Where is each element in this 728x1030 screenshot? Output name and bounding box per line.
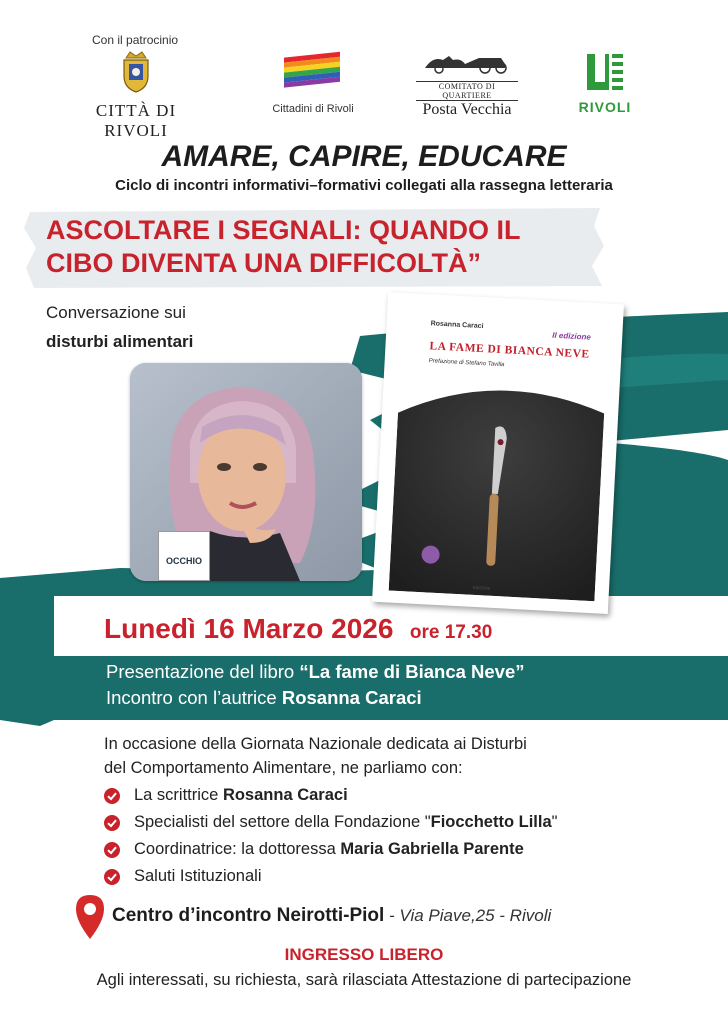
book-title: LA FAME DI BIANCA NEVE [429,340,590,361]
check-circle-icon [104,842,120,858]
meeting-line [106,687,422,709]
cittadini-di-rivoli-logo [258,50,368,115]
book-edition: II edizione [552,330,592,342]
event-description [104,732,664,780]
presentation-line [106,661,525,683]
cycle-title: AMARE, CAPIRE, EDUCARE [161,140,567,173]
presentation-prefix: Presentazione del libro [106,661,300,682]
speaker-prefix: La scrittrice [134,786,223,804]
list-item [104,836,558,863]
description-line1: In occasione della Giornata Nazionale dedicata ai Disturbi [104,735,527,753]
check-circle-icon [104,869,120,885]
event-title-line2: CIBO DIVENTA UNA DIFFICOLTÀ” [46,248,481,278]
event-date [104,613,492,645]
posta-vecchia-name: Posta Vecchia [422,101,512,118]
knife-on-table-illustration [389,373,606,601]
check-circle-icon [104,788,120,804]
list-item [104,863,558,890]
list-item [104,782,558,809]
meeting-prefix: Incontro con l’autrice [106,687,282,708]
book-preface: Prefazione di Stefano Tavilla [428,358,505,369]
check-circle-icon [104,815,120,831]
speaker-prefix: Specialisti del settore della Fondazione " [134,813,431,831]
cycle-subtitle: Ciclo di incontri informativi–formativi collegati alla rassegna letteraria [115,177,613,194]
speaker-name: Maria Gabriella Parente [340,840,524,858]
author-photo [130,363,362,581]
event-title [46,214,606,280]
map-pin-icon [76,895,104,939]
event-time: ore 17.30 [409,622,493,643]
rainbow-flag-icon [280,50,346,88]
citta-di-rivoli-name: CITTÀ DI RIVOLI [95,101,177,140]
book-cover [372,292,624,614]
posta-vecchia-logo [408,48,526,119]
citta-di-rivoli-logo [66,50,206,141]
cittadini-di-rivoli-name: Cittadini di Rivoli [272,103,354,115]
horse-carriage-icon [419,48,515,74]
comitato-label: COMITATO DI QUARTIERE [416,81,518,101]
speaker-name: Rosanna Caraci [222,786,348,804]
conversation-line1: Conversazione sui [46,303,186,322]
description-line2: del Comportamento Alimentare, ne parliamo con: [104,759,463,777]
meeting-author-name: Rosanna Caraci [281,687,422,708]
speakers-list [104,782,558,890]
book-thumbnail: OCCHIO [158,531,210,581]
ue-rivoli-name: RIVOLI [578,99,632,115]
ue-rivoli-logo [565,52,645,115]
book-publisher: EDIZIONI [472,584,491,591]
venue-name: Centro d’incontro Neirotti-Piol [112,905,385,926]
ue-logo-icon [585,52,625,92]
speaker-suffix: " [551,813,558,831]
book-author: Rosanna Caraci [430,320,484,331]
venue-address: - Via Piave,25 - Rivoli [384,906,552,925]
venue-line [112,905,551,927]
event-title-line1: ASCOLTARE I SEGNALI: QUANDO IL [46,215,521,245]
attendance-note: Agli interessati, su richiesta, sarà rilasciata Attestazione di partecipazione [96,971,632,989]
free-entry-label: INGRESSO LIBERO [284,945,444,964]
patronage-label: Con il patrocinio [92,33,179,47]
event-date-main: Lunedì 16 Marzo 2026 [104,613,394,644]
speaker-prefix: Coordinatrice: la dottoressa [134,840,341,858]
speaker-prefix: Saluti Istituzionali [134,867,262,885]
speaker-name: Fiocchetto Lilla [430,813,552,831]
presentation-book-title: “La fame di Bianca Neve” [299,661,525,682]
list-item [104,809,558,836]
crest-icon [118,50,154,94]
conversation-line2: disturbi alimentari [46,332,194,351]
